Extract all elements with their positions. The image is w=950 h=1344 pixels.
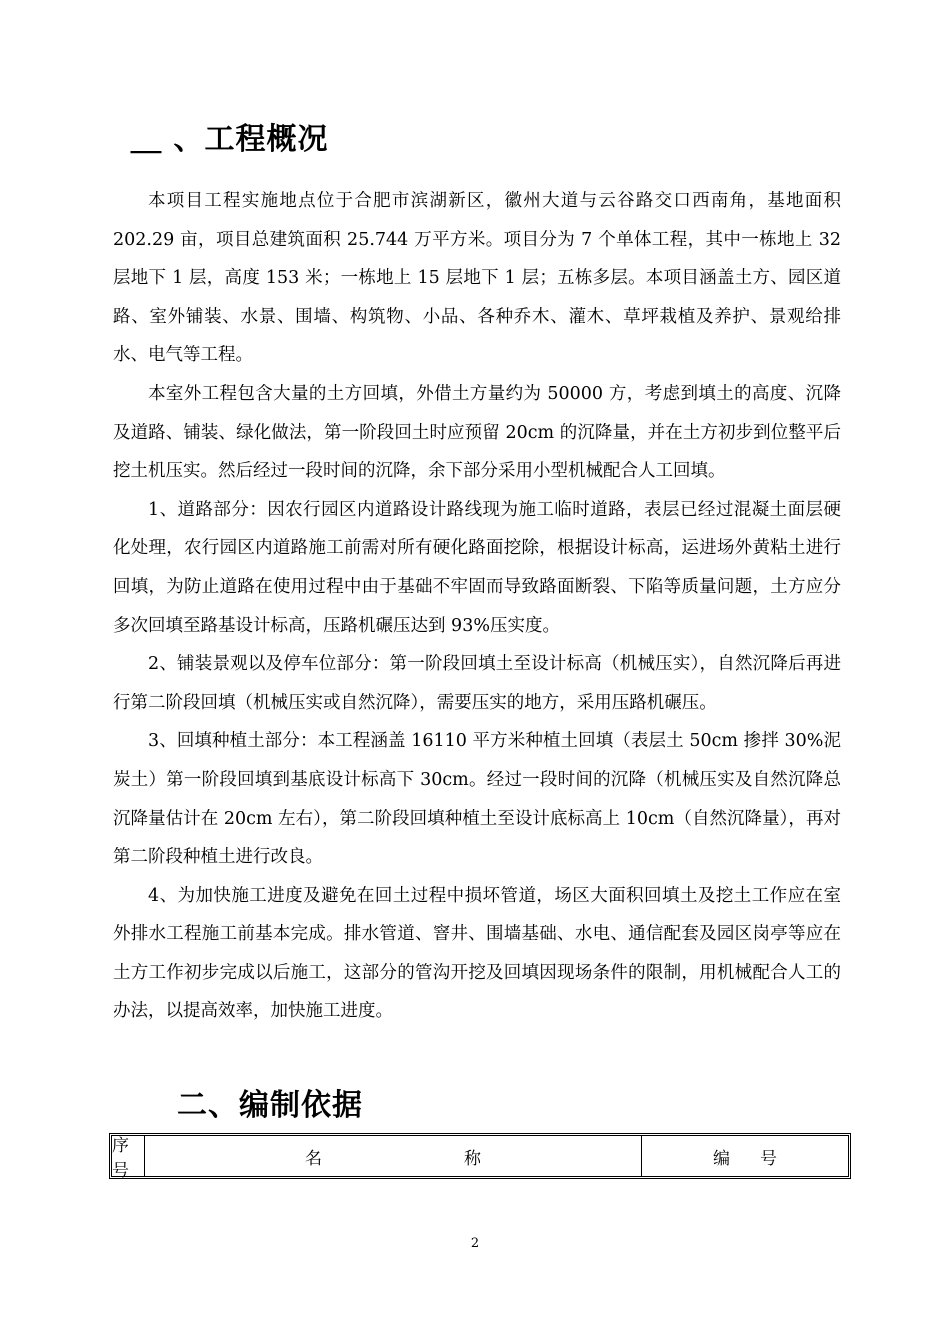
paragraph: 本室外工程包含大量的土方回填，外借土方量约为 50000 方，考虑到填土的高度、沉降及道路、铺装、绿化做法，第一阶段回土时应预留 20cm 的沉降量，并在土方初步到位整平后挖土机压实。然后经过一段时间的沉降，余下部分采用小型机械配合人工回填。 [113, 383, 841, 482]
basis-table-header [109, 1133, 851, 1179]
paragraph: 1、道路部分：因农行园区内道路设计路线现为施工临时道路，表层已经过混凝土面层硬化处理，农行园区内道路施工前需对所有硬化路面挖除，根据设计标高，运进场外黄粘土进行回填，为防止道路在使用过程中由于基础不牢固而导致路面断裂、下陷等质量问题，土方应分多次回填至路基设计标高，压路机碾压达到 93%压实度。 [113, 499, 841, 636]
col-seq: 序号 [112, 1136, 145, 1176]
overview-body [113, 182, 841, 1031]
col-code [642, 1136, 848, 1176]
section-title-basis: 二、编制依据 [177, 1088, 363, 1123]
col-code-label: 编号 [713, 1148, 807, 1169]
paragraph: 3、回填种植土部分：本工程涵盖 16110 平方米种植土回填（表层土 50cm 掺拌 30%泥炭土）第一阶段回填到基底设计标高下 30cm。经过一段时间的沉降（机械压实及自然沉降总沉降量估计在 20cm 左右），第二阶段回填种植土至设计底标高上 10cm（自然沉降量），再对第二阶段种植土进行改良。 [113, 731, 841, 868]
paragraph: 本项目工程实施地点位于合肥市滨湖新区，徽州大道与云谷路交口西南角，基地面积 202.29 亩，项目总建筑面积 25.744 万平方米。项目分为 7 个单体工程，其中一栋地上 32 层地下 1 层，高度 153 米；一栋地上 15 层地下 1 层；五栋多层。本项目涵盖土方、园区道路、室外铺装、水景、围墙、构筑物、小品、各种乔木、灌木、草坪栽植及养护、景观给排水、电气等工程。 [113, 191, 841, 366]
col-name-left: 名 [305, 1148, 322, 1169]
col-name [145, 1136, 642, 1176]
paragraph: 2、铺装景观以及停车位部分：第一阶段回填土至设计标高（机械压实），自然沉降后再进行第二阶段回填（机械压实或自然沉降），需要压实的地方，采用压路机碾压。 [113, 654, 841, 713]
paragraph: 4、为加快施工进度及避免在回土过程中损坏管道，场区大面积回填土及挖土工作应在室外排水工程施工前基本完成。排水管道、窨井、围墙基础、水电、通信配套及园区岗亭等应在土方工作初步完成以后施工，这部分的管沟开挖及回填因现场条件的限制，用机械配合人工的办法，以提高效率，加快施工进度。 [113, 885, 841, 1022]
section-title-overview: ＿ 、工程概况 [131, 122, 329, 157]
col-name-right: 称 [464, 1148, 481, 1169]
page-number: 2 [470, 1236, 480, 1251]
